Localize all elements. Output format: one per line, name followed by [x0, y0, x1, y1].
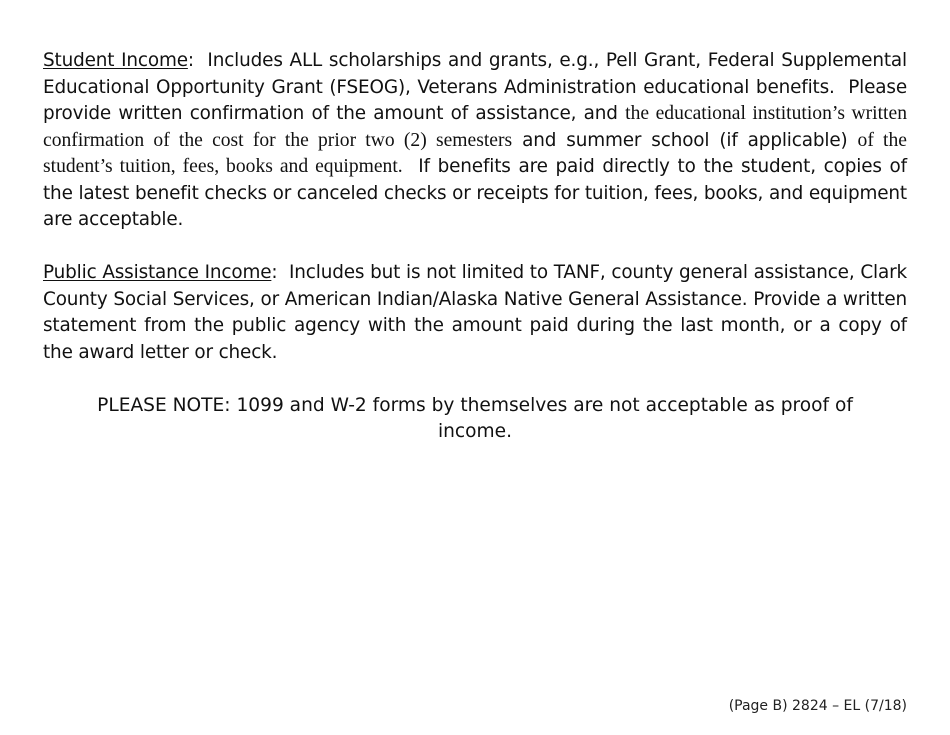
- public-assistance-text: Includes but is not limited to TANF, county general assistance, Clark County Social Services, or American Indian/Alaska Native General Assistance. Provide a written statement from the public agency with the amount paid during the last month, or a copy of the award letter or check.: [43, 262, 913, 363]
- student-income-paragraph: [43, 48, 913, 234]
- paragraph-spacer: [43, 366, 907, 393]
- public-assistance-paragraph: [43, 260, 913, 366]
- student-income-text-b: the educational institution’s written confirmation of the cost for the prior two (2) semesters: [43, 103, 907, 151]
- student-income-text-c: and summer school (if applicable): [512, 129, 858, 151]
- student-income-text-a: Includes ALL scholarships and grants, e.g., Pell Grant, Federal Supplemental Educational Opportunity Grant (FSEOG), Veterans Administration educational benefits. Please provide written confirmation of the amount of assistance, and: [43, 50, 913, 124]
- student-income-term: Student Income: [43, 50, 188, 71]
- public-assistance-term: Public Assistance Income: [43, 262, 272, 283]
- please-note: PLEASE NOTE: 1099 and W-2 forms by themselves are not acceptable as proof of income.: [97, 394, 853, 442]
- student-income-text-d: of the student’s tuition, fees, books and equipment.: [43, 129, 907, 177]
- public-assistance-colon: :: [271, 262, 278, 283]
- student-income-text-e: If benefits are paid directly to the student, copies of the latest benefit checks or canceled checks or receipts for tuition, fees, books, and equipment are acceptable.: [43, 156, 913, 230]
- document-body: [43, 48, 913, 446]
- student-income-colon: :: [187, 50, 194, 71]
- page-footer: (Page B) 2824 – EL (7/18): [728, 698, 907, 714]
- paragraph-spacer: [43, 234, 907, 261]
